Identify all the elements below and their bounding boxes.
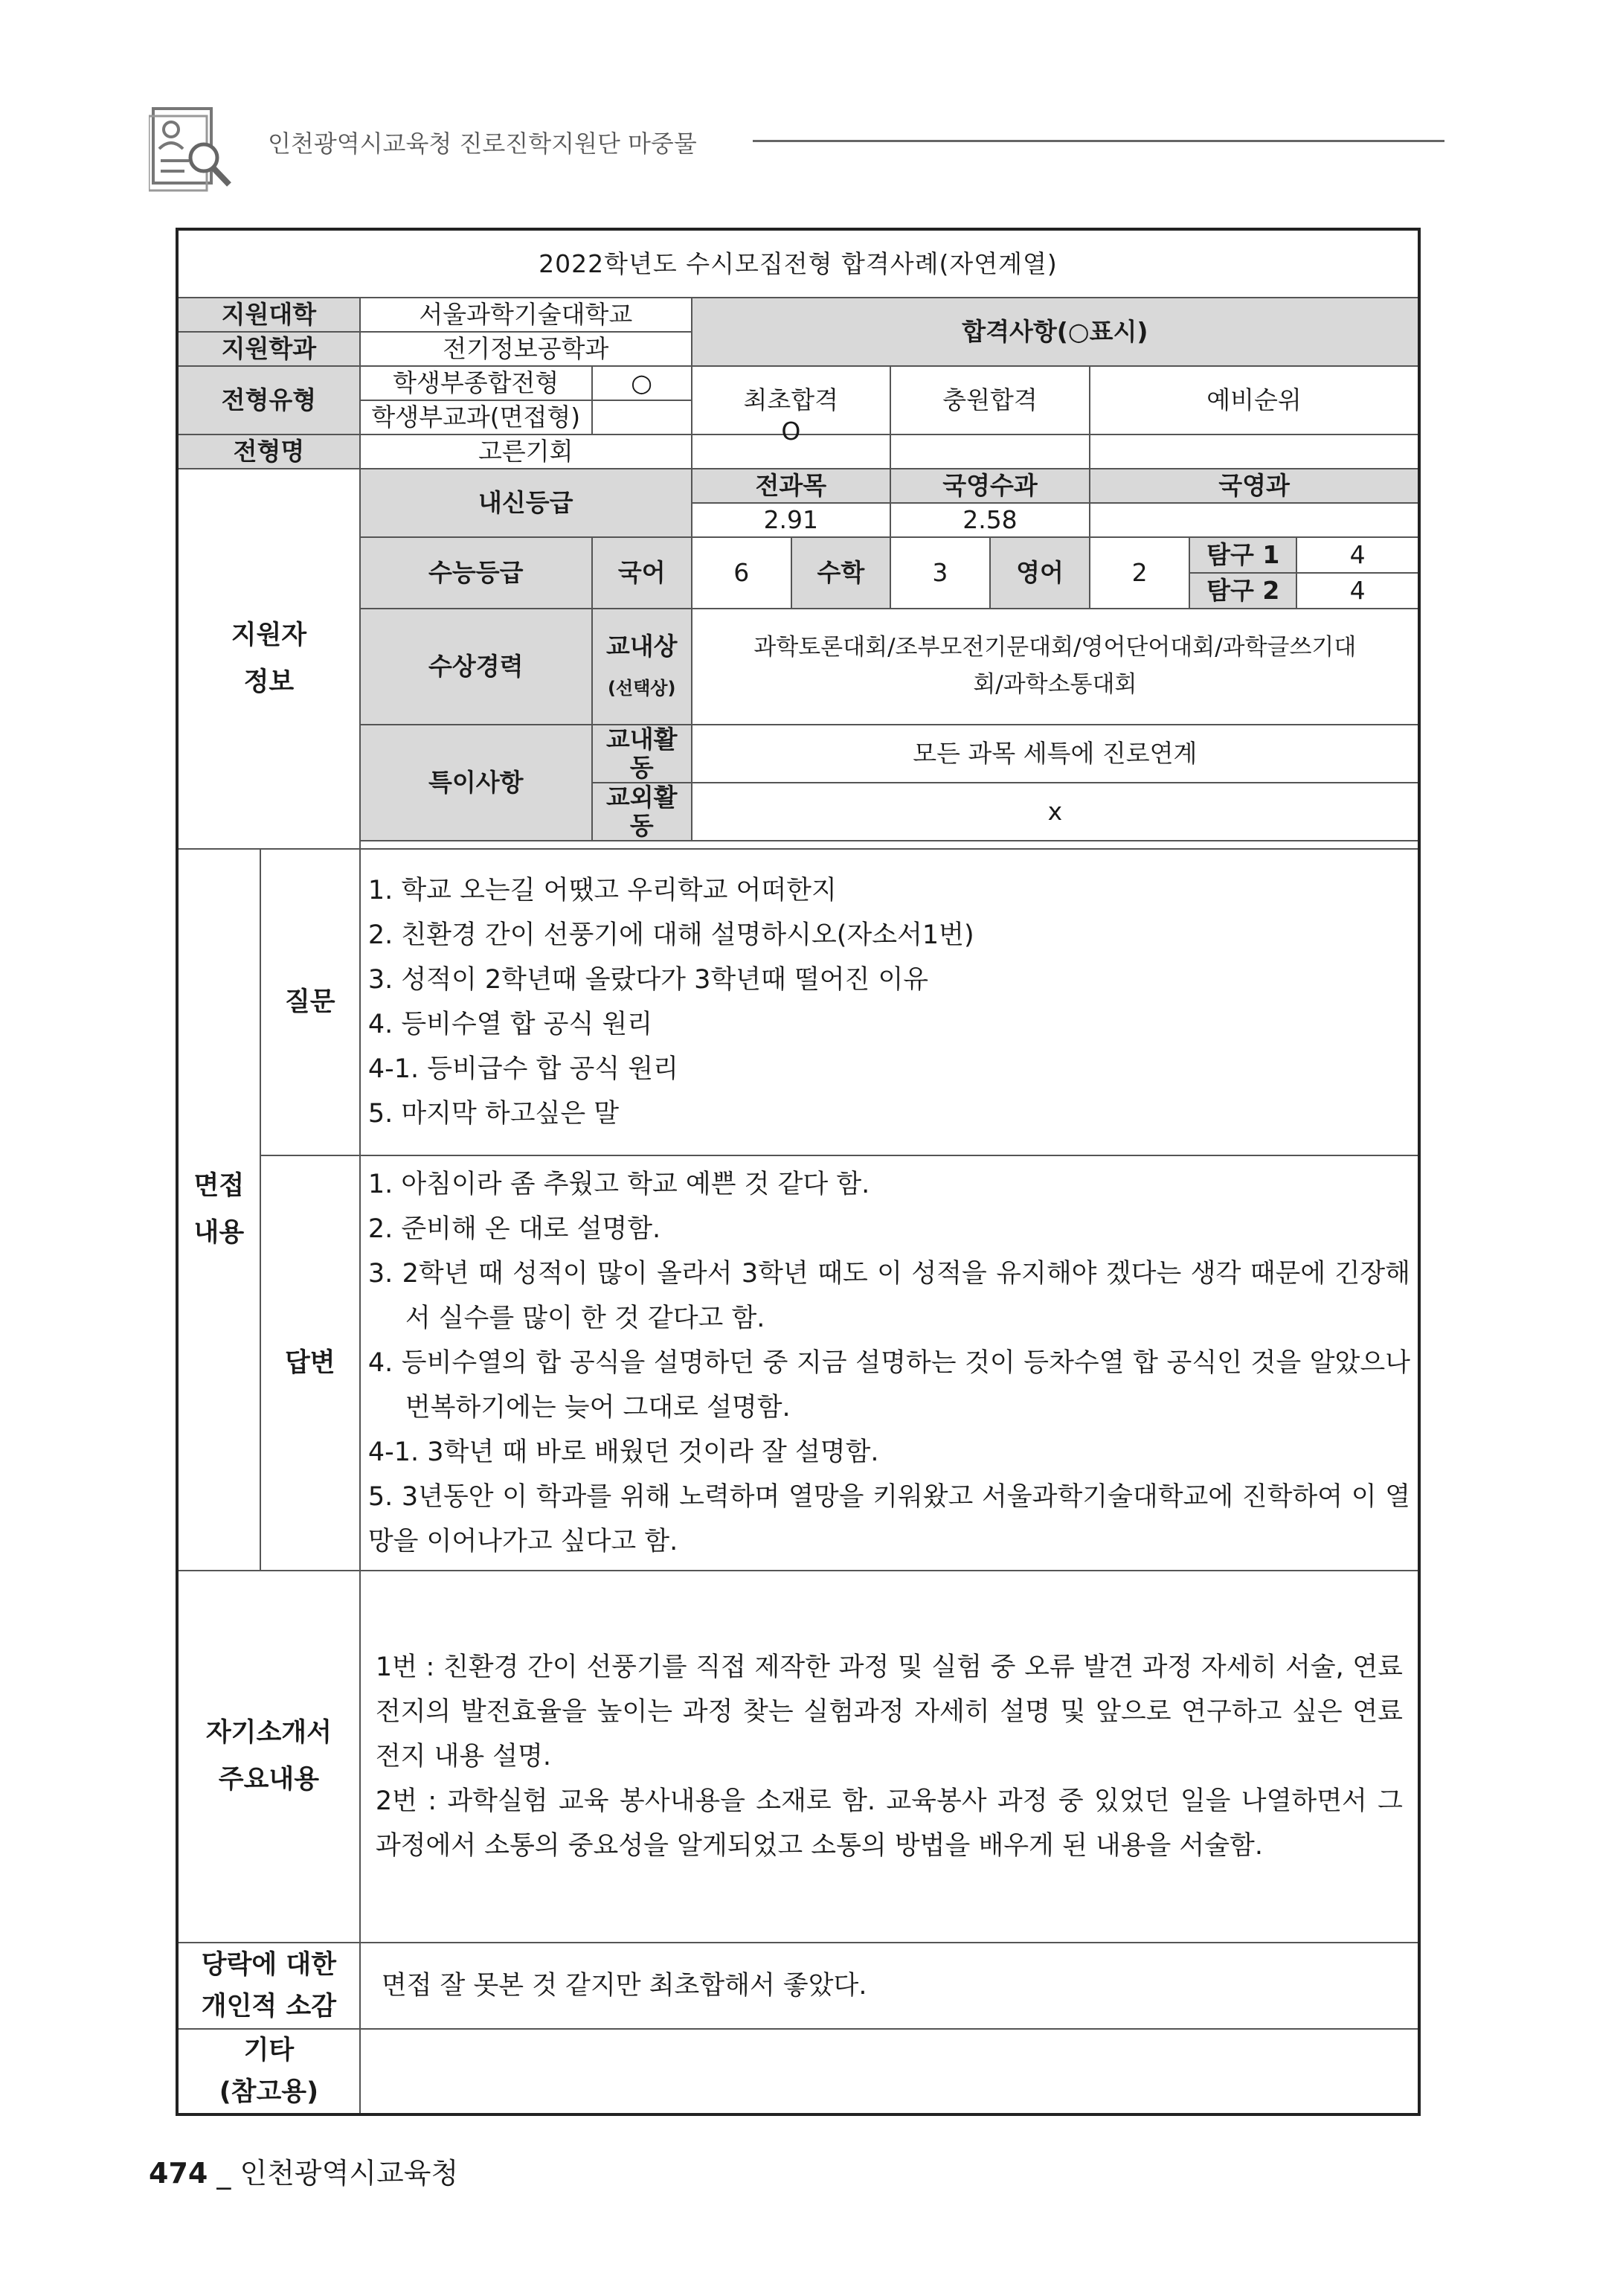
award-list-line1: 과학토론대회/조부모전기문대회/영어단어대회/과학글쓰기대 [753, 634, 1357, 661]
name-label: 전형명 [177, 434, 360, 469]
univ-value: 서울과학기술대학교 [360, 298, 692, 332]
gpa-value-kes [1090, 503, 1419, 537]
question-item: 1. 학교 오는길 어땠고 우리학교 어떠한지 [367, 876, 837, 905]
type2-value: 학생부교과(면접형) [360, 400, 592, 434]
inquiry2-label: 탐구 2 [1189, 573, 1296, 609]
answer-item: 2. 준비해 온 대로 설명함. [367, 1214, 661, 1244]
in-school-value: 모든 과목 세특에 진로연계 [692, 725, 1419, 783]
answer-item: 4-1. 3학년 때 바로 배웠던 것이라 잘 설명함. [367, 1437, 879, 1467]
answer-item: 5. 3년동안 이 학과를 위해 노력하며 열망을 키워왔고 서울과학기술대학교에 진학하여 이 열망을 이어나가고 싶다고 함. [367, 1482, 1410, 1556]
gpa-label: 내신등급 [360, 469, 692, 537]
etc-label [177, 2029, 360, 2114]
interview-label-line2: 내용 [193, 1218, 245, 1248]
document-title: 2022학년도 수시모집전형 합격사례(자연계열) [177, 229, 1419, 298]
award-list [692, 609, 1419, 725]
interview-label [177, 849, 260, 1571]
math-grade: 3 [890, 537, 990, 609]
inquiry1-label: 탐구 1 [1189, 537, 1296, 573]
out-school-label: 교외활동 [592, 783, 692, 841]
answer-item: 4. 등비수열의 합 공식을 설명하던 중 지금 설명하는 것이 등차수열 합 공식인 것을 알았으나 번복하기에는 늦어 그대로 설명함. [367, 1348, 1410, 1423]
intro-content [360, 1571, 1419, 1943]
answer-list [360, 1155, 1419, 1571]
admission-case-table [176, 228, 1421, 2116]
english-label: 영어 [990, 537, 1090, 609]
page-header [149, 89, 1450, 193]
csat-label: 수능등급 [360, 537, 592, 609]
interview-label-line1: 면접 [193, 1171, 245, 1201]
question-item: 3. 성적이 2학년때 올랐다가 3학년때 떨어진 이유 [367, 965, 929, 995]
etc-label-line2: (참고용) [219, 2077, 319, 2107]
korean-label: 국어 [592, 537, 692, 609]
document-search-icon [149, 104, 238, 193]
applicant-label [177, 469, 360, 849]
page-footer [149, 2150, 458, 2191]
etc-text [360, 2029, 1419, 2114]
impression-label [177, 1943, 360, 2029]
in-school-label: 교내활동 [592, 725, 692, 783]
result-additional-mark [890, 434, 1090, 469]
dept-label: 지원학과 [177, 332, 360, 366]
special-label: 특이사항 [360, 725, 592, 841]
gpa-header-all: 전과목 [692, 469, 890, 503]
etc-label-line1: 기타 [243, 2036, 295, 2065]
answer-item: 1. 아침이라 좀 추웠고 학교 예쁜 것 같다 함. [367, 1170, 870, 1199]
page-number: 474 [149, 2157, 208, 2190]
question-label: 질문 [260, 849, 360, 1155]
inquiry2-grade: 4 [1296, 573, 1419, 609]
question-item: 2. 친환경 간이 선풍기에 대해 설명하시오(자소서1번) [367, 920, 974, 950]
type2-mark [592, 400, 692, 434]
question-list [360, 849, 1419, 1155]
intro-label-line1: 자기소개서 [205, 1718, 332, 1748]
answer-label: 답변 [260, 1155, 360, 1571]
question-item: 4. 등비수열 합 공식 원리 [367, 1010, 652, 1039]
impression-label-line2: 개인적 소감 [201, 1992, 337, 2021]
result-waitlist-mark [1090, 434, 1419, 469]
name-value: 고른기회 [360, 434, 692, 469]
award-label: 수상경력 [360, 609, 592, 725]
intro-paragraph-1: 1번 : 친환경 간이 선풍기를 직접 제작한 과정 및 실험 중 오류 발견 과정 자세히 서술, 연료전지의 발전효율을 높이는 과정 찾는 실험과정 자세히 설명 및 앞으로 연구하고 싶은 연료전지 내용 설명. [375, 1652, 1403, 1771]
impression-text: 면접 잘 못본 것 같지만 최초합해서 좋았다. [360, 1943, 1419, 2029]
award-list-line2: 회/과학소통대회 [973, 671, 1137, 698]
applicant-label-line2: 정보 [243, 667, 295, 697]
applicant-label-line1: 지원자 [231, 620, 307, 650]
result-col-additional: 충원합격 [890, 366, 1090, 434]
math-label: 수학 [791, 537, 890, 609]
footer-org: 인천광역시교육청 [240, 2157, 459, 2190]
english-grade: 2 [1090, 537, 1189, 609]
award-sub-label [592, 609, 692, 725]
impression-label-line1: 당락에 대한 [201, 1950, 337, 1980]
gpa-value-kems: 2.58 [890, 503, 1090, 537]
result-col-waitlist: 예비순위 [1090, 366, 1419, 434]
gpa-value-all: 2.91 [692, 503, 890, 537]
inquiry1-grade: 4 [1296, 537, 1419, 573]
question-item: 5. 마지막 하고싶은 말 [367, 1099, 620, 1129]
award-sub-label-line2: (선택상) [607, 678, 676, 699]
intro-label [177, 1571, 360, 1943]
intro-label-line2: 주요내용 [218, 1765, 320, 1795]
out-school-value: x [692, 783, 1419, 841]
type1-value: 학생부종합전형 [360, 366, 592, 400]
gpa-header-kems: 국영수과 [890, 469, 1090, 503]
intro-paragraph-2: 2번 : 과학실험 교육 봉사내용을 소재로 함. 교육봉사 과정 중 있었던 일을 나열하면서 그 과정에서 소통의 중요성을 알게되었고 소통의 방법을 배우게 된 내용을 서술함. [375, 1786, 1403, 1861]
header-title: 인천광역시교육청 진로진학지원단 마중물 [268, 129, 697, 158]
type1-mark: ○ [592, 366, 692, 400]
award-sub-label-line1: 교내상 [605, 632, 678, 661]
korean-grade: 6 [692, 537, 791, 609]
question-item: 4-1. 등비급수 합 공식 원리 [367, 1054, 678, 1084]
type-label: 전형유형 [177, 366, 360, 434]
result-first-mark: O [692, 417, 890, 451]
footer-separator: _ [216, 2157, 231, 2190]
univ-label: 지원대학 [177, 298, 360, 332]
header-rule [753, 140, 1444, 142]
result-col-first: 최초합격 [692, 366, 890, 434]
result-header: 합격사항(○표시) [692, 298, 1419, 366]
gpa-header-kes: 국영과 [1090, 469, 1419, 503]
answer-item: 3. 2학년 때 성적이 많이 올라서 3학년 때도 이 성적을 유지해야 겠다는 생각 때문에 긴장해서 실수를 많이 한 것 같다고 함. [367, 1259, 1410, 1333]
dept-value: 전기정보공학과 [360, 332, 692, 366]
